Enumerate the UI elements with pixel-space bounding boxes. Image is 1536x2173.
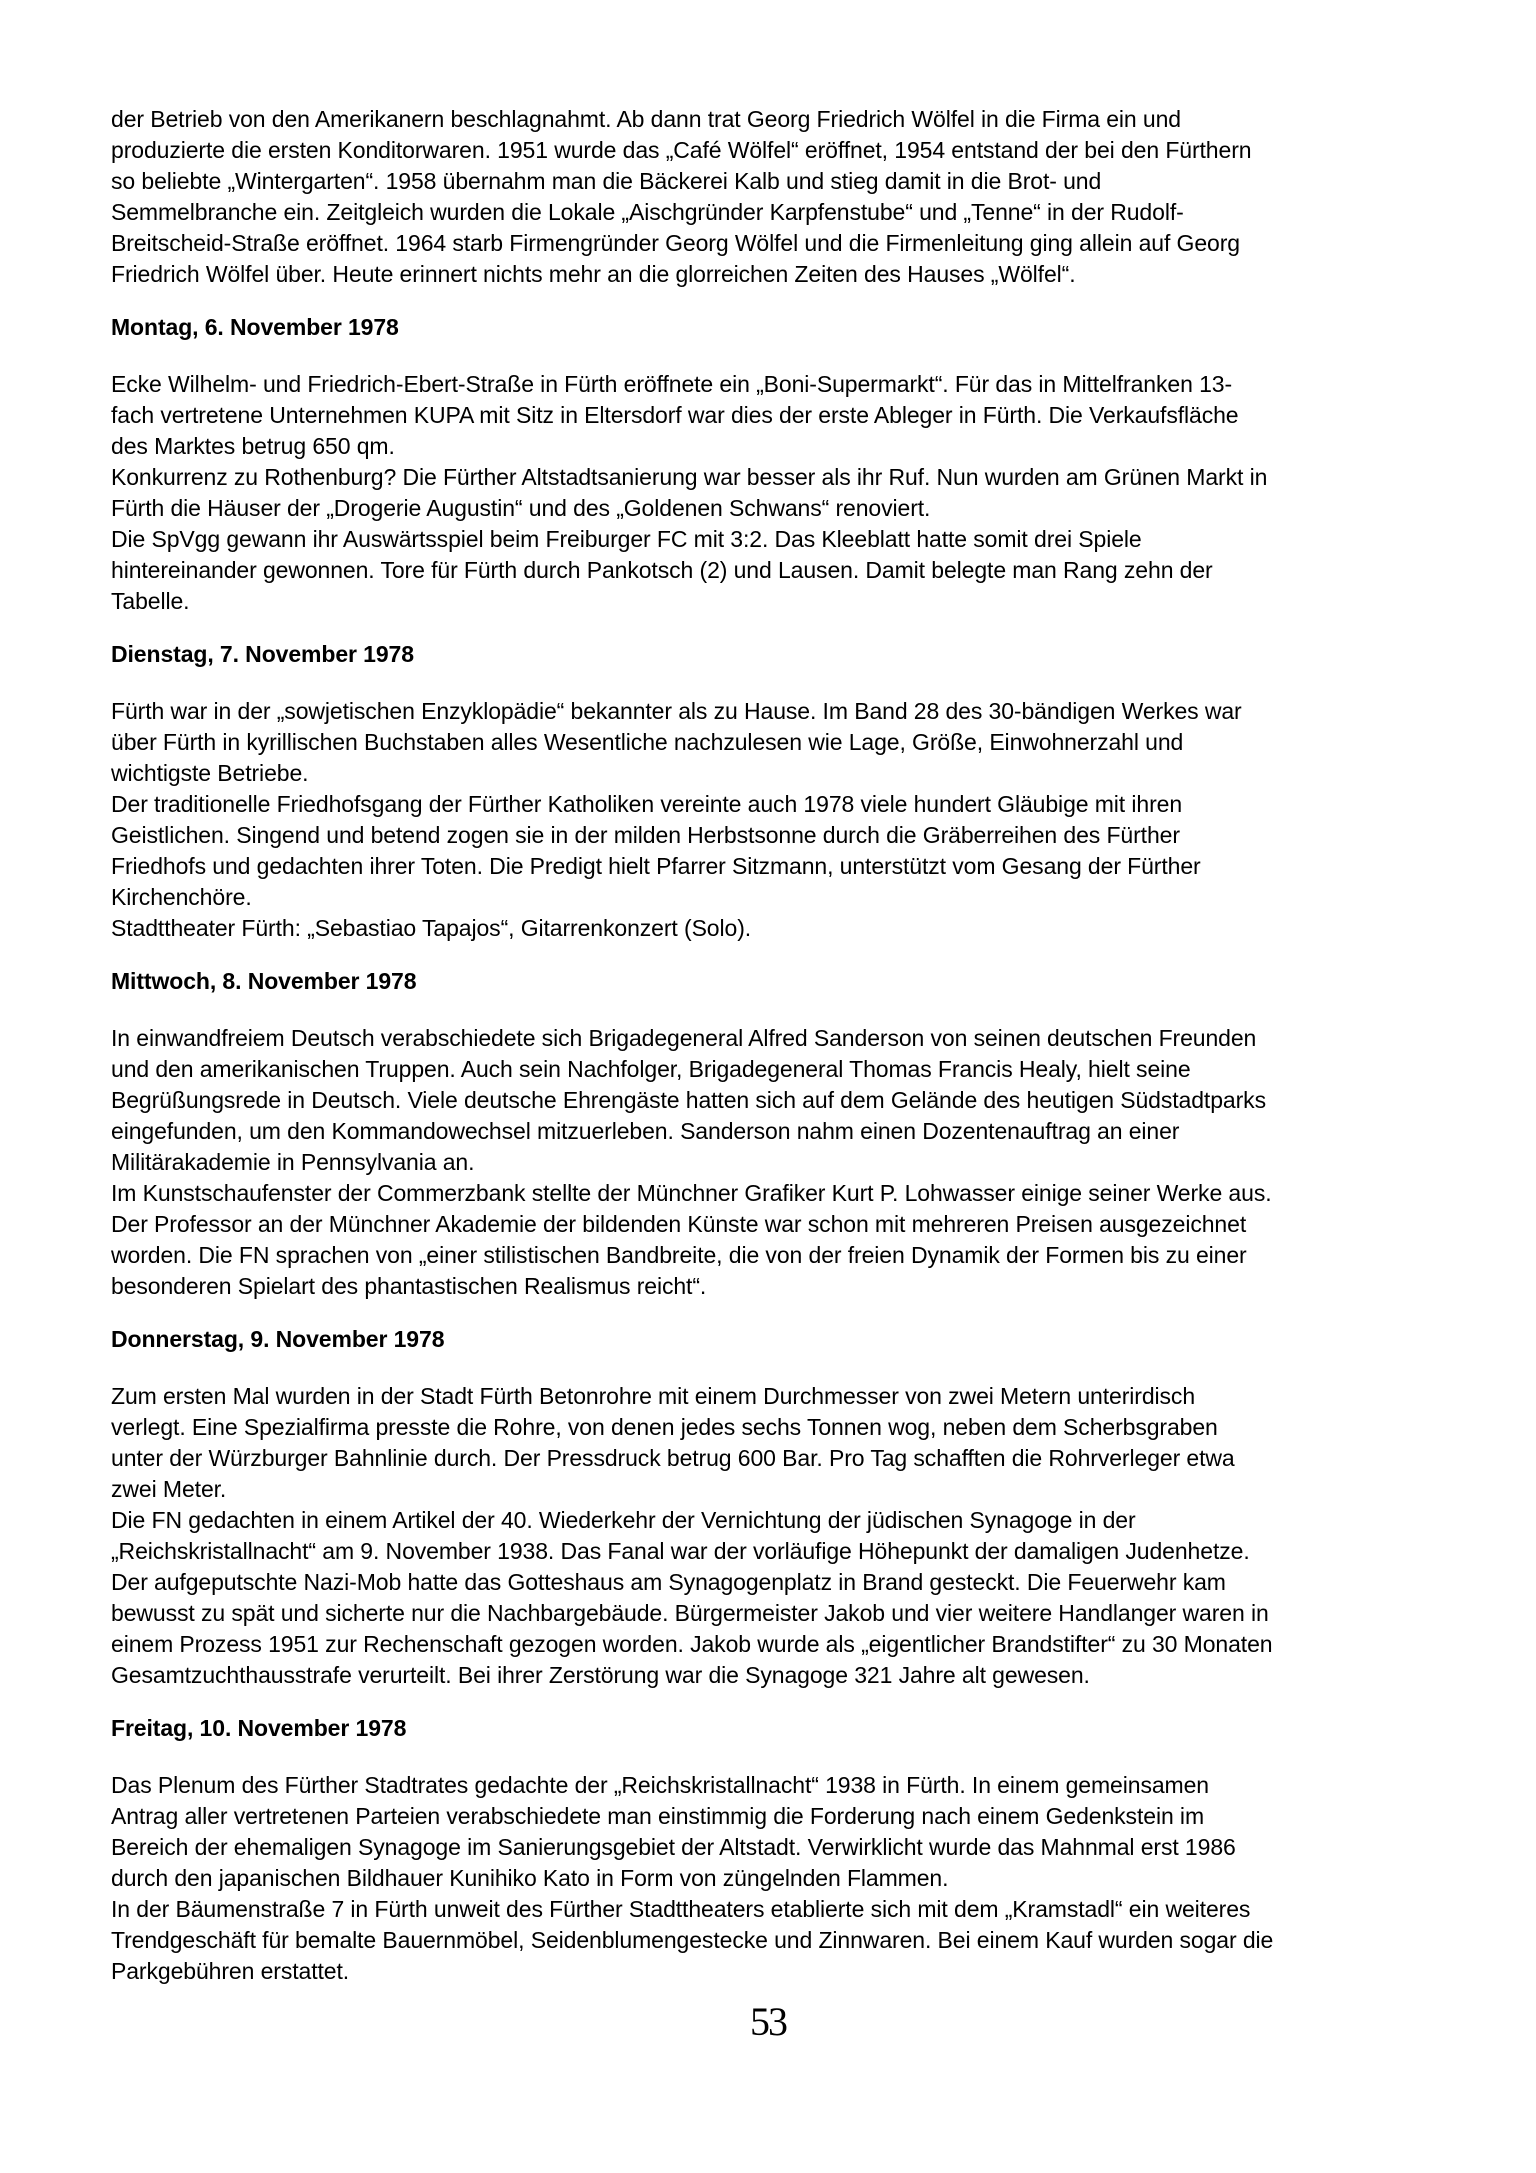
text-line: Friedhofs und gedachten ihrer Toten. Die Predigt hielt Pfarrer Sitzmann, unterstützt vom Gesang der Fürther (111, 853, 1201, 879)
text-line: Gesamtzuchthausstrafe verurteilt. Bei ihrer Zerstörung war die Synagoge 321 Jahre alt gewesen. (111, 1662, 1090, 1688)
text-line: unter der Würzburger Bahnlinie durch. Der Pressdruck betrug 600 Bar. Pro Tag schafften die Rohrverleger etwa (111, 1445, 1235, 1471)
text-line: Ecke Wilhelm- und Friedrich-Ebert-Straße in Fürth eröffnete ein „Boni-Supermarkt“. Für das in Mittelfranken 13- (111, 371, 1233, 397)
text-line: „Reichskristallnacht“ am 9. November 1938. Das Fanal war der vorläufige Höhepunkt der damaligen Judenhetze. (111, 1538, 1250, 1564)
section-heading: Mittwoch, 8. November 1978 (111, 968, 417, 994)
text-line: verlegt. Eine Spezialfirma presste die Rohre, von denen jedes sechs Tonnen wog, neben dem Scherbsgraben (111, 1414, 1218, 1440)
text-line: Bereich der ehemaligen Synagoge im Sanierungsgebiet der Altstadt. Verwirklicht wurde das Mahnmal erst 1986 (111, 1834, 1236, 1860)
text-line: In der Bäumenstraße 7 in Fürth unweit des Fürther Stadttheaters etablierte sich mit dem „Kramstadl“ ein weiteres (111, 1896, 1251, 1922)
text-line: fach vertretene Unternehmen KUPA mit Sitz in Eltersdorf war dies der erste Ableger in Fürth. Die Verkaufsfläche (111, 402, 1239, 428)
text-line: einem Prozess 1951 zur Rechenschaft gezogen worden. Jakob wurde als „eigentlicher Brandstifter“ zu 30 Monaten (111, 1631, 1273, 1657)
section-paragraph (111, 696, 1481, 944)
text-line: hintereinander gewonnen. Tore für Fürth durch Pankotsch (2) und Lausen. Damit belegte man Rang zehn der (111, 557, 1213, 583)
text-line: Stadttheater Fürth: „Sebastiao Tapajos“, Gitarrenkonzert (Solo). (111, 915, 752, 941)
text-line: Begrüßungsrede in Deutsch. Viele deutsche Ehrengäste hatten sich auf dem Gelände des heutigen Südstadtparks (111, 1087, 1266, 1113)
text-line: Kirchenchöre. (111, 884, 252, 910)
text-line: besonderen Spielart des phantastischen Realismus reicht“. (111, 1273, 707, 1299)
text-line: bewusst zu spät und sicherte nur die Nachbargebäude. Bürgermeister Jakob und vier weitere Handlanger waren in (111, 1600, 1269, 1626)
text-line: Der traditionelle Friedhofsgang der Fürther Katholiken vereinte auch 1978 viele hundert Gläubige mit ihren (111, 791, 1183, 817)
section-heading: Freitag, 10. November 1978 (111, 1715, 407, 1741)
section-heading: Montag, 6. November 1978 (111, 314, 399, 340)
section-paragraph (111, 1023, 1481, 1302)
text-line: Militärakademie in Pennsylvania an. (111, 1149, 475, 1175)
text-line: Konkurrenz zu Rothenburg? Die Fürther Altstadtsanierung war besser als ihr Ruf. Nun wurden am Grünen Markt in (111, 464, 1268, 490)
text-line: Der Professor an der Münchner Akademie der bildenden Künste war schon mit mehreren Preisen ausgezeichnet (111, 1211, 1247, 1237)
text-line: In einwandfreiem Deutsch verabschiedete sich Brigadegeneral Alfred Sanderson von seinen deutschen Freunden (111, 1025, 1257, 1051)
text-line: Zum ersten Mal wurden in der Stadt Fürth Betonrohre mit einem Durchmesser von zwei Metern unterirdisch (111, 1383, 1196, 1409)
text-line: durch den japanischen Bildhauer Kunihiko Kato in Form von züngelnden Flammen. (111, 1865, 949, 1891)
document-content (111, 104, 1481, 1987)
text-line: der Betrieb von den Amerikanern beschlagnahmt. Ab dann trat Georg Friedrich Wölfel in die Firma ein und (111, 106, 1181, 132)
text-line: Fürth die Häuser der „Drogerie Augustin“ und des „Goldenen Schwans“ renoviert. (111, 495, 931, 521)
text-line: Fürth war in der „sowjetischen Enzyklopädie“ bekannter als zu Hause. Im Band 28 des 30-bändigen Werkes war (111, 698, 1242, 724)
section-paragraph (111, 1770, 1481, 1987)
text-line: Die FN gedachten in einem Artikel der 40. Wiederkehr der Vernichtung der jüdischen Synagoge in der (111, 1507, 1136, 1533)
text-line: Im Kunstschaufenster der Commerzbank stellte der Münchner Grafiker Kurt P. Lohwasser einige seiner Werke aus. (111, 1180, 1272, 1206)
text-line: zwei Meter. (111, 1476, 227, 1502)
text-line: worden. Die FN sprachen von „einer stilistischen Bandbreite, die von der freien Dynamik der Formen bis zu einer (111, 1242, 1247, 1268)
text-line: wichtigste Betriebe. (111, 760, 309, 786)
section-paragraph (111, 369, 1481, 617)
text-line: Tabelle. (111, 588, 190, 614)
text-line: Der aufgeputschte Nazi-Mob hatte das Gotteshaus am Synagogenplatz in Brand gesteckt. Die Feuerwehr kam (111, 1569, 1226, 1595)
section-heading: Dienstag, 7. November 1978 (111, 641, 414, 667)
text-line: Trendgeschäft für bemalte Bauernmöbel, Seidenblumengestecke und Zinnwaren. Bei einem Kauf wurden sogar die (111, 1927, 1274, 1953)
text-line: Die SpVgg gewann ihr Auswärtsspiel beim Freiburger FC mit 3:2. Das Kleeblatt hatte somit drei Spiele (111, 526, 1142, 552)
text-line: über Fürth in kyrillischen Buchstaben alles Wesentliche nachzulesen wie Lage, Größe, Einwohnerzahl und (111, 729, 1184, 755)
text-line: Breitscheid-Straße eröffnet. 1964 starb Firmengründer Georg Wölfel und die Firmenleitung ging allein auf Georg (111, 230, 1240, 256)
text-line: so beliebte „Wintergarten“. 1958 übernahm man die Bäckerei Kalb und stieg damit in die Brot- und (111, 168, 1102, 194)
text-line: Geistlichen. Singend und betend zogen sie in der milden Herbstsonne durch die Gräberreihen des Fürther (111, 822, 1180, 848)
text-line: Parkgebühren erstattet. (111, 1958, 350, 1984)
text-line: Antrag aller vertretenen Parteien verabschiedete man einstimmig die Forderung nach einem Gedenkstein im (111, 1803, 1205, 1829)
text-line: Das Plenum des Fürther Stadtrates gedachte der „Reichskristallnacht“ 1938 in Fürth. In einem gemeinsamen (111, 1772, 1209, 1798)
intro-paragraph (111, 104, 1481, 290)
text-line: produzierte die ersten Konditorwaren. 1951 wurde das „Café Wölfel“ eröffnet, 1954 entstand der bei den Fürthern (111, 137, 1252, 163)
text-line: eingefunden, um den Kommandowechsel mitzuerleben. Sanderson nahm einen Dozentenauftrag an einer (111, 1118, 1180, 1144)
text-line: Friedrich Wölfel über. Heute erinnert nichts mehr an die glorreichen Zeiten des Hauses „Wölfel“. (111, 261, 1076, 287)
page-footer (0, 1998, 1536, 2045)
section-heading: Donnerstag, 9. November 1978 (111, 1326, 445, 1352)
page-number: 53 (750, 1999, 786, 2044)
text-line: Semmelbranche ein. Zeitgleich wurden die Lokale „Aischgründer Karpfenstube“ und „Tenne“ in der Rudolf- (111, 199, 1184, 225)
text-line: des Marktes betrug 650 qm. (111, 433, 395, 459)
text-line: und den amerikanischen Truppen. Auch sein Nachfolger, Brigadegeneral Thomas Francis Healy, hielt seine (111, 1056, 1191, 1082)
section-paragraph (111, 1381, 1481, 1691)
